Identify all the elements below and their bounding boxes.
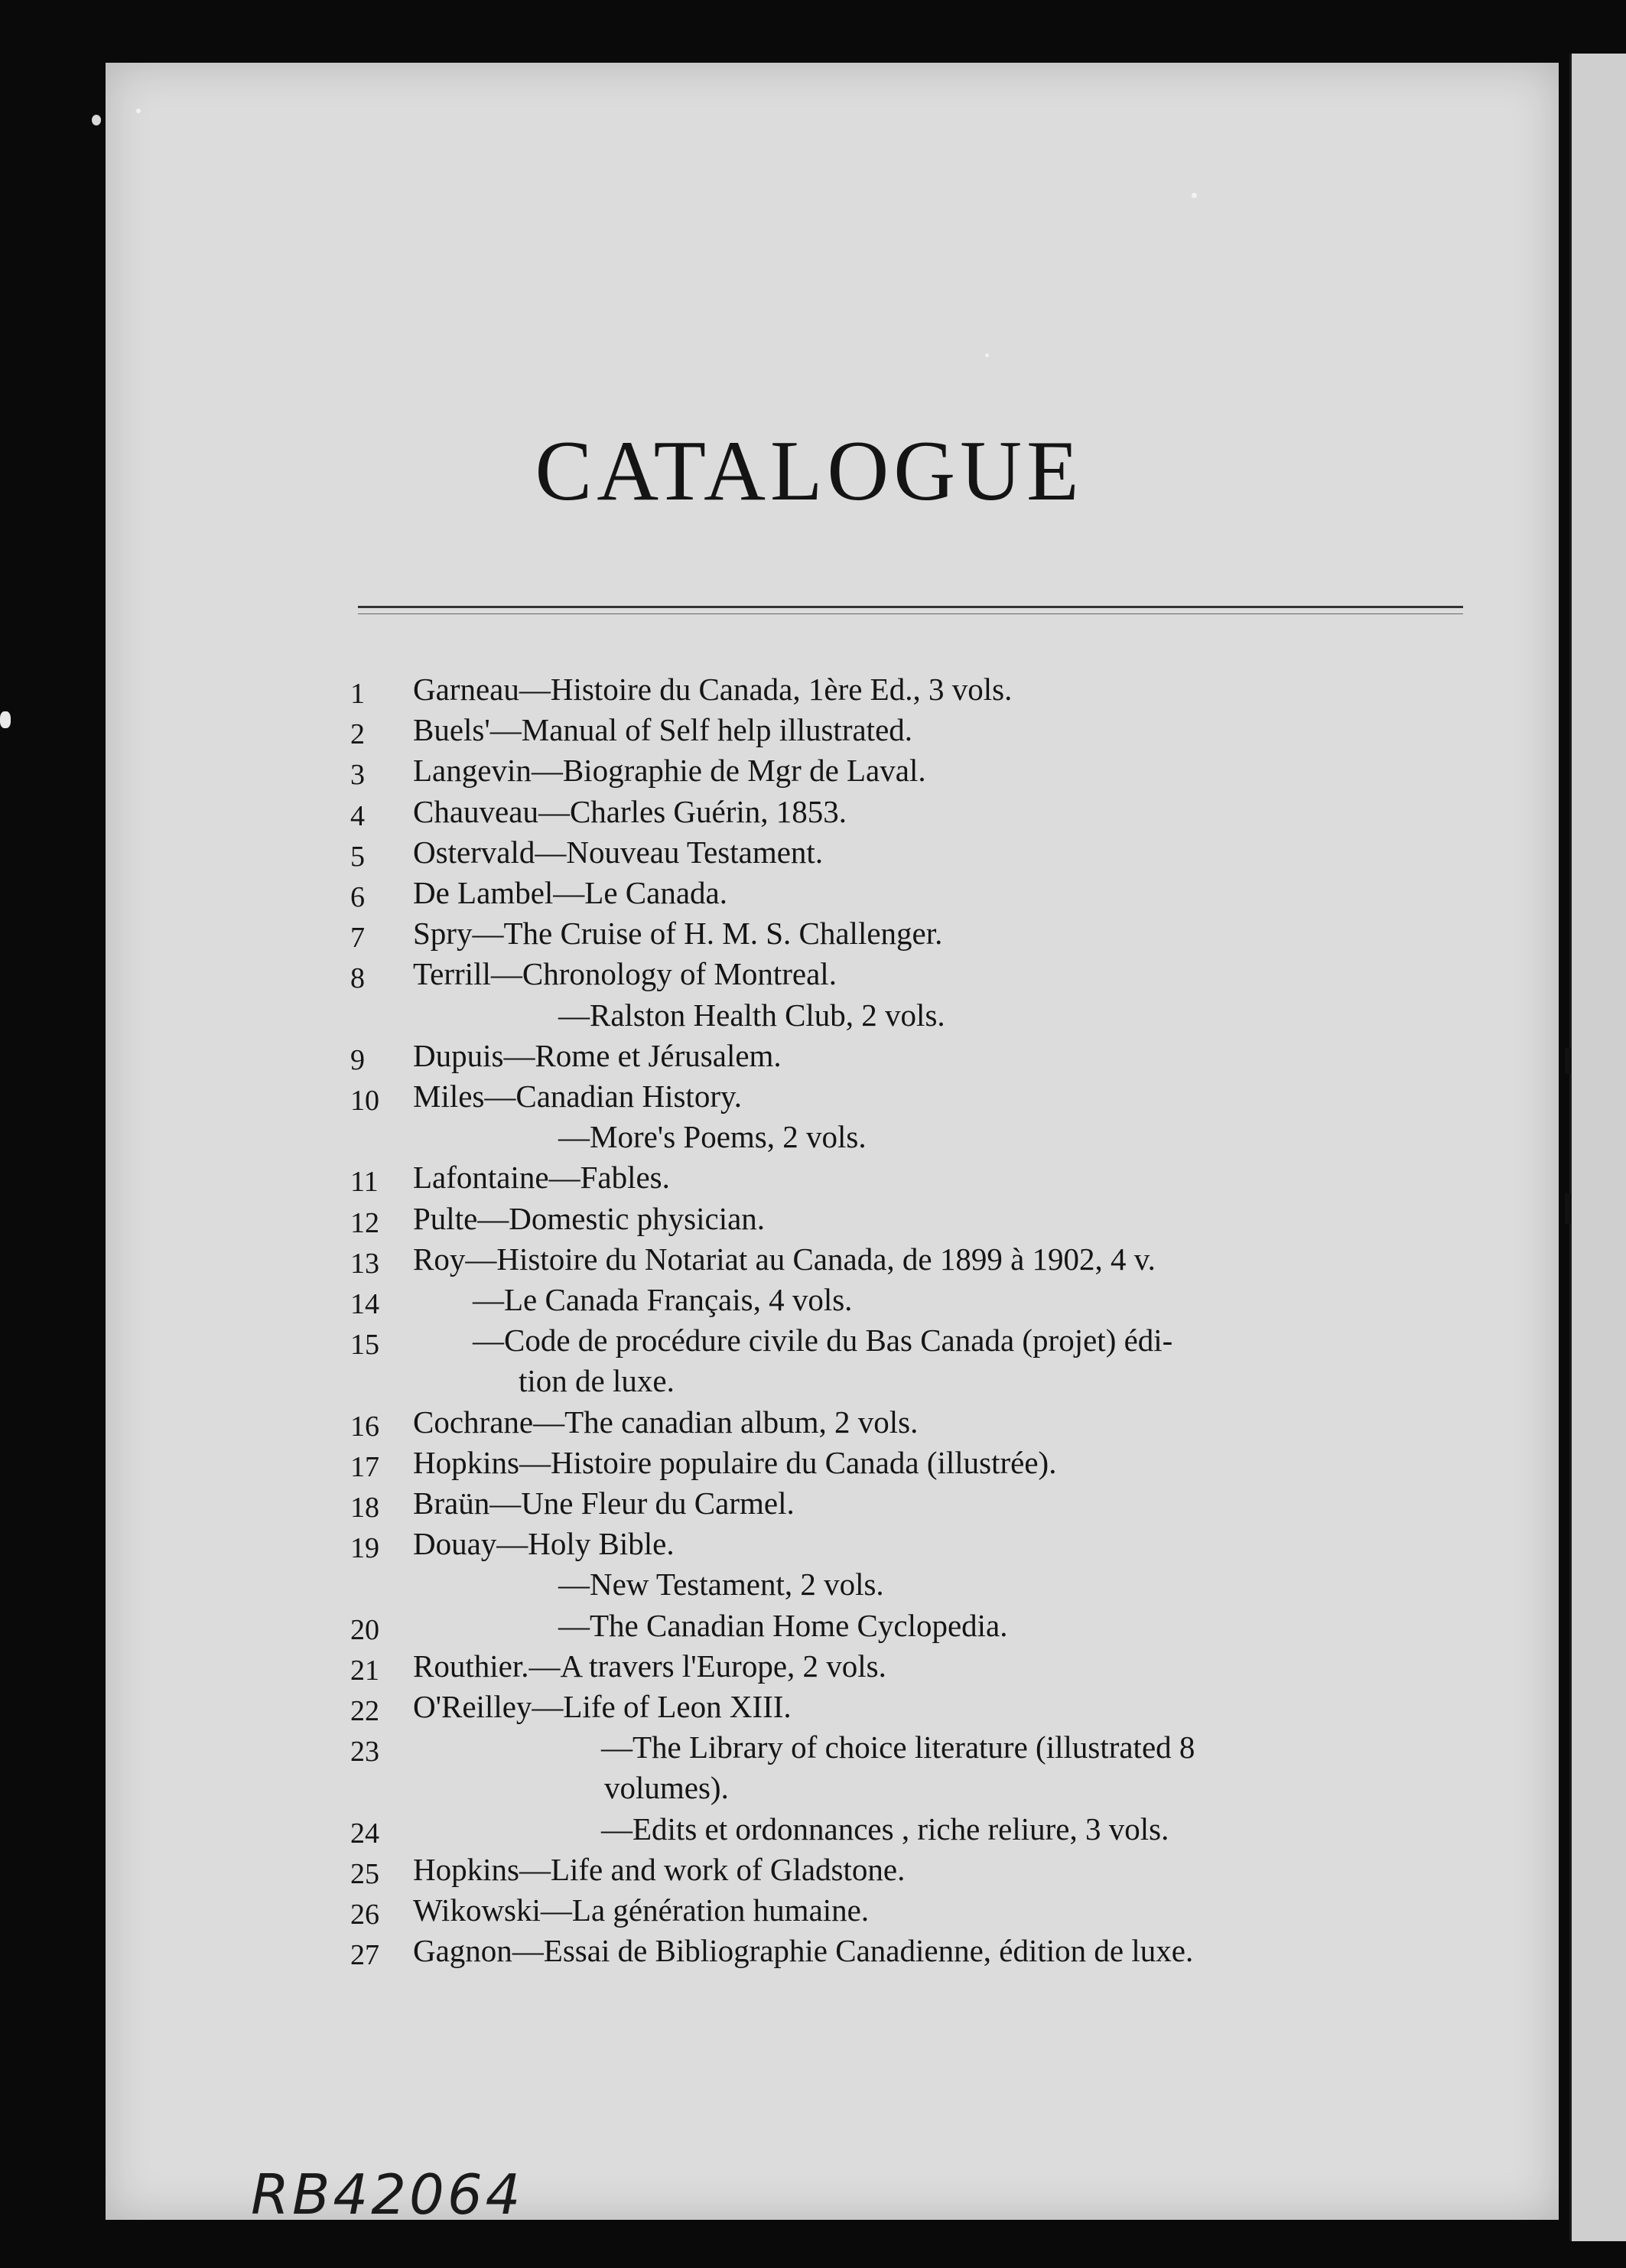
catalogue-entry bbox=[106, 1078, 1559, 1118]
entry-number: 8 bbox=[350, 962, 365, 995]
entry-text: Buels'—Manual of Self help illustrated. bbox=[413, 712, 913, 748]
entry-text: Garneau—Histoire du Canada, 1ère Ed., 3 vols. bbox=[413, 672, 1013, 707]
catalogue-entry bbox=[106, 1241, 1559, 1281]
entry-number: 18 bbox=[350, 1492, 379, 1524]
entry-number: 24 bbox=[350, 1817, 379, 1850]
entry-text: Douay—Holy Bible. bbox=[413, 1526, 675, 1562]
edge-mark bbox=[0, 711, 11, 728]
entry-number: 9 bbox=[350, 1043, 365, 1076]
entry-number: 3 bbox=[350, 759, 365, 792]
catalogue-entry bbox=[106, 1159, 1559, 1199]
catalogue-entry bbox=[106, 1688, 1559, 1729]
catalogue-entry bbox=[106, 1404, 1559, 1444]
catalogue-page bbox=[106, 63, 1559, 2227]
edge-mark bbox=[92, 115, 101, 125]
entry-text: Terrill—Chronology of Montreal. bbox=[413, 956, 837, 992]
entry-number: 10 bbox=[350, 1085, 379, 1117]
catalogue-entry bbox=[106, 1648, 1559, 1688]
scan-speck bbox=[1192, 193, 1197, 198]
entry-text: volumes). bbox=[604, 1770, 729, 1806]
entry-text: Hopkins—Histoire populaire du Canada (illustrée). bbox=[413, 1444, 1057, 1480]
catalogue-entry bbox=[106, 874, 1559, 915]
entry-text: —New Testament, 2 vols. bbox=[558, 1567, 884, 1603]
entry-text: Hopkins—Life and work of Gladstone. bbox=[413, 1851, 906, 1887]
catalogue-entry bbox=[106, 711, 1559, 752]
entry-text: —The Canadian Home Cyclopedia. bbox=[558, 1607, 1008, 1643]
entry-text: Routhier.—A travers l'Europe, 2 vols. bbox=[413, 1648, 886, 1684]
entry-number: 26 bbox=[350, 1899, 379, 1931]
entry-text: tion de luxe. bbox=[519, 1363, 675, 1399]
entry-text: Roy—Histoire du Notariat au Canada, de 1899 à 1902, 4 v. bbox=[413, 1241, 1156, 1277]
entry-number: 27 bbox=[350, 1939, 379, 1972]
catalogue-entry bbox=[106, 1037, 1559, 1078]
scan-speck bbox=[985, 353, 989, 357]
entry-number: 25 bbox=[350, 1857, 379, 1890]
catalogue-entry bbox=[106, 1485, 1559, 1525]
catalogue-entry bbox=[106, 671, 1559, 711]
entry-number: 17 bbox=[350, 1450, 379, 1483]
catalogue-entry bbox=[106, 997, 1559, 1037]
catalogue-entry bbox=[106, 1729, 1559, 1769]
entry-number: 7 bbox=[350, 922, 365, 955]
entry-number: 1 bbox=[350, 678, 365, 710]
catalogue-entry bbox=[106, 1607, 1559, 1648]
entry-text: Lafontaine—Fables. bbox=[413, 1160, 670, 1196]
catalogue-entry bbox=[106, 1444, 1559, 1485]
catalogue-entry bbox=[106, 1566, 1559, 1606]
entry-number: 15 bbox=[350, 1329, 379, 1362]
catalogue-entry bbox=[106, 1892, 1559, 1932]
entry-text: —Ralston Health Club, 2 vols. bbox=[558, 997, 945, 1033]
catalogue-entry bbox=[106, 793, 1559, 834]
entry-number: 23 bbox=[350, 1736, 379, 1769]
entry-number: 4 bbox=[350, 799, 365, 832]
catalogue-entry bbox=[106, 1200, 1559, 1241]
edge-mark bbox=[1565, 1048, 1571, 1074]
entry-number: 19 bbox=[350, 1532, 379, 1565]
entry-number: 11 bbox=[350, 1166, 379, 1199]
catalogue-entry bbox=[106, 1769, 1559, 1810]
scan-speck bbox=[136, 109, 141, 113]
entry-number: 16 bbox=[350, 1410, 379, 1443]
catalogue-entry bbox=[106, 1118, 1559, 1159]
entry-text: —Edits et ordonnances , riche reliure, 3 vols. bbox=[601, 1811, 1169, 1847]
entry-number: 12 bbox=[350, 1206, 379, 1239]
entry-text: Chauveau—Charles Guérin, 1853. bbox=[413, 793, 847, 829]
catalogue-entry bbox=[106, 1851, 1559, 1892]
entry-number: 20 bbox=[350, 1613, 379, 1646]
entry-number: 21 bbox=[350, 1654, 379, 1687]
catalogue-entry bbox=[106, 955, 1559, 996]
title-rule-thin bbox=[358, 613, 1463, 614]
call-number: RB42064 bbox=[251, 2162, 524, 2227]
entry-text: Braün—Une Fleur du Carmel. bbox=[413, 1485, 795, 1521]
entry-text: —Le Canada Français, 4 vols. bbox=[473, 1282, 853, 1317]
entry-text: Spry—The Cruise of H. M. S. Challenger. bbox=[413, 916, 943, 952]
edge-mark bbox=[1565, 1193, 1571, 1224]
title-rule bbox=[358, 606, 1463, 608]
catalogue-entry bbox=[106, 752, 1559, 792]
entry-text: Ostervald—Nouveau Testament. bbox=[413, 834, 824, 870]
entry-text: Cochrane—The canadian album, 2 vols. bbox=[413, 1404, 919, 1440]
entry-number: 6 bbox=[350, 881, 365, 913]
entry-number: 2 bbox=[350, 718, 365, 751]
entry-text: —Code de procédure civile du Bas Canada (projet) édi- bbox=[473, 1323, 1173, 1359]
catalogue-entry bbox=[106, 1932, 1559, 1973]
entry-text: Langevin—Biographie de Mgr de Laval. bbox=[413, 753, 926, 789]
catalogue-entry bbox=[106, 1525, 1559, 1566]
entry-number: 14 bbox=[350, 1288, 379, 1320]
entry-text: —More's Poems, 2 vols. bbox=[558, 1119, 867, 1155]
entry-text: De Lambel—Le Canada. bbox=[413, 875, 727, 910]
catalogue-entry bbox=[106, 915, 1559, 955]
entry-number: 22 bbox=[350, 1695, 379, 1727]
catalogue-entry bbox=[106, 834, 1559, 874]
catalogue-entry bbox=[106, 1362, 1559, 1403]
entry-text: Gagnon—Essai de Bibliographie Canadienne, édition de luxe. bbox=[413, 1933, 1194, 1969]
entry-text: Wikowski—La génération humaine. bbox=[413, 1892, 870, 1928]
entry-text: Pulte—Domestic physician. bbox=[413, 1200, 766, 1236]
entry-number: 13 bbox=[350, 1247, 379, 1280]
entry-text: Dupuis—Rome et Jérusalem. bbox=[413, 1037, 782, 1073]
entry-text: Miles—Canadian History. bbox=[413, 1079, 743, 1114]
entry-text: O'Reilley—Life of Leon XIII. bbox=[413, 1689, 792, 1724]
entry-text: —The Library of choice literature (illustrated 8 bbox=[601, 1729, 1195, 1765]
entry-number: 5 bbox=[350, 840, 365, 873]
page-title: CATALOGUE bbox=[535, 424, 1084, 519]
next-page-edge bbox=[1569, 54, 1626, 2241]
catalogue-entry bbox=[106, 1281, 1559, 1322]
catalogue-entry bbox=[106, 1811, 1559, 1851]
catalogue-entry bbox=[106, 1322, 1559, 1362]
